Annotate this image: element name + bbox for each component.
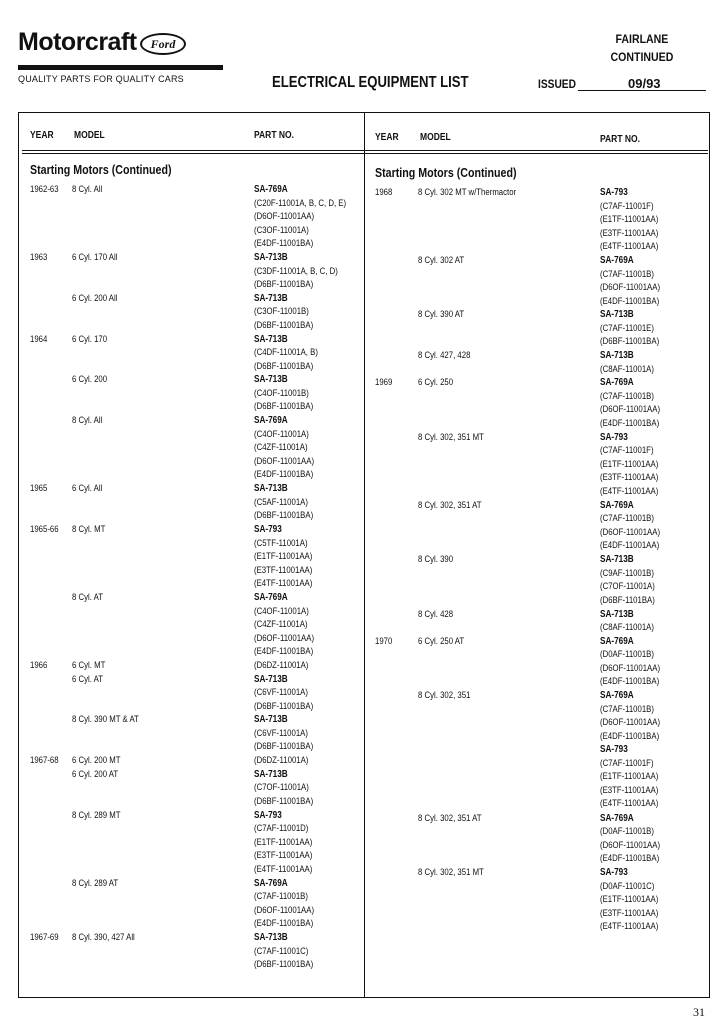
part-number-alt: (E3TF-11001AA) bbox=[254, 850, 313, 862]
row-part-numbers bbox=[254, 333, 332, 374]
row-model: 8 Cyl. 302, 351 MT bbox=[418, 867, 484, 878]
issued-label: ISSUED bbox=[538, 77, 576, 91]
row-part-numbers bbox=[600, 499, 673, 553]
part-number-alt: (C4ZF-11001A) bbox=[254, 442, 308, 454]
part-number-alt: (E4TF-11001AA) bbox=[600, 921, 659, 932]
part-number-alt: (C3DF-11001A, B, C, D) bbox=[254, 265, 338, 277]
row-part-numbers bbox=[600, 553, 667, 607]
part-number-alt: (C7OF-11001A) bbox=[254, 782, 309, 794]
header-rule bbox=[22, 150, 708, 151]
part-number-alt: (D6BF-11001BA) bbox=[254, 319, 314, 331]
row-part-numbers bbox=[254, 768, 326, 809]
part-number: SA-769A bbox=[254, 592, 288, 603]
part-number-alt: (D6OF-11001AA) bbox=[600, 404, 661, 416]
row-model: 8 Cyl. 302, 351 MT bbox=[418, 431, 484, 443]
part-number: SA-713B bbox=[254, 292, 288, 304]
row-model: 6 Cyl. All bbox=[72, 483, 103, 495]
row-model: 6 Cyl. AT bbox=[72, 673, 104, 685]
row-model: 8 Cyl. 289 MT bbox=[72, 809, 121, 821]
part-number-alt: (E3TF-11001AA) bbox=[600, 227, 659, 239]
part-number-alt: (C7AF-11001B) bbox=[254, 891, 308, 903]
part-number-alt: (C5TF-11001A) bbox=[254, 537, 308, 549]
part-number-alt: (E4DF-11001BA) bbox=[600, 730, 660, 742]
right-part-header: PART NO. bbox=[600, 134, 640, 145]
part-number-alt: (C4ZF-11001A) bbox=[254, 619, 308, 630]
part-number-alt: (C9AF-11001B) bbox=[600, 567, 654, 579]
part-number-alt: (D6DZ-11001A) bbox=[254, 660, 309, 671]
logo-underline bbox=[18, 65, 223, 70]
row-model: 8 Cyl. 302 AT bbox=[418, 255, 465, 266]
row-year: 1967-69 bbox=[30, 932, 59, 943]
part-number-alt: (E1TF-11001AA) bbox=[254, 551, 313, 562]
row-part-numbers bbox=[254, 482, 326, 523]
part-number: SA-793 bbox=[600, 867, 628, 878]
row-part-numbers bbox=[600, 689, 673, 811]
row-part-numbers bbox=[600, 431, 671, 499]
part-number-alt: (C4OF-11001A) bbox=[254, 428, 309, 440]
part-number-alt: (C7AF-11001F) bbox=[600, 200, 654, 212]
part-number-alt: (E3TF-11001AA) bbox=[254, 564, 313, 576]
row-part-numbers bbox=[254, 373, 326, 414]
part-number-alt: (D6OF-11001AA) bbox=[254, 632, 315, 644]
part-number-alt: (C20F-11001A, B, C, D, E) bbox=[254, 197, 347, 209]
row-part-numbers bbox=[254, 292, 326, 333]
part-number-alt: (D6OF-11001AA) bbox=[600, 839, 661, 851]
part-number: SA-769A bbox=[600, 690, 634, 702]
part-number: SA-713B bbox=[254, 673, 288, 685]
right-year-header: YEAR bbox=[375, 132, 399, 143]
right-model-header: MODEL bbox=[420, 132, 451, 143]
part-number-alt: (E3TF-11001AA) bbox=[600, 472, 659, 484]
row-model: 8 Cyl. All bbox=[72, 184, 103, 195]
part-number: SA-713B bbox=[600, 554, 634, 566]
page-title: ELECTRICAL EQUIPMENT LIST bbox=[272, 74, 469, 91]
part-number-alt: (E4DF-11001AA) bbox=[600, 540, 660, 552]
part-number-alt: (C7AF-11001F) bbox=[600, 757, 654, 769]
row-part-numbers bbox=[254, 809, 325, 877]
page-number: 31 bbox=[693, 1005, 705, 1019]
left-section-title: Starting Motors (Continued) bbox=[30, 162, 172, 177]
part-number-alt: (D6OF-11001AA) bbox=[600, 717, 661, 729]
row-model: 6 Cyl. 170 All bbox=[72, 252, 118, 263]
part-number-alt: (E4DF-11001BA) bbox=[254, 469, 314, 481]
part-number-alt: (D0AF-11001B) bbox=[600, 649, 654, 661]
row-model: 8 Cyl. 302, 351 AT bbox=[418, 812, 482, 824]
row-part-numbers bbox=[600, 186, 671, 254]
right-section-title: Starting Motors (Continued) bbox=[375, 165, 517, 180]
part-number-alt: (D6BF-11001BA) bbox=[254, 401, 314, 413]
row-part-numbers bbox=[600, 812, 673, 866]
part-number: SA-713B bbox=[254, 374, 288, 386]
part-number-alt: (E1TF-11001AA) bbox=[600, 214, 659, 225]
part-number-alt: (E4TF-11001AA) bbox=[254, 863, 313, 875]
part-number: SA-769A bbox=[254, 877, 288, 889]
part-number-alt: (D6OF-11001AA) bbox=[600, 526, 661, 538]
left-model-header: MODEL bbox=[74, 130, 105, 141]
part-number: SA-793 bbox=[600, 431, 628, 443]
row-part-numbers bbox=[600, 376, 673, 430]
row-part-numbers bbox=[254, 877, 327, 931]
row-model: 8 Cyl. 302, 351 AT bbox=[418, 499, 482, 511]
part-number: SA-793 bbox=[254, 524, 282, 535]
row-model: 8 Cyl. 289 AT bbox=[72, 877, 119, 889]
part-number-alt: (D6DZ-11001A) bbox=[254, 755, 309, 767]
part-number-alt: (C7AF-11001B) bbox=[600, 268, 654, 280]
part-number: SA-713B bbox=[254, 483, 288, 495]
row-part-numbers bbox=[600, 349, 666, 376]
part-number: SA-769A bbox=[600, 812, 634, 824]
part-number-alt: (E3TF-11001AA) bbox=[600, 907, 659, 919]
part-number: SA-713B bbox=[254, 333, 288, 345]
row-model: 6 Cyl. 200 bbox=[72, 374, 108, 386]
part-number: SA-769A bbox=[600, 499, 634, 511]
part-number: SA-713B bbox=[254, 932, 288, 943]
row-model: 6 Cyl. 250 AT bbox=[418, 635, 465, 647]
part-number: SA-713B bbox=[254, 714, 288, 726]
left-part-header: PART NO. bbox=[254, 130, 294, 141]
brand-logo: Motorcraft bbox=[18, 28, 137, 56]
header-rule-double bbox=[22, 153, 708, 154]
part-number-alt: (C7AF-11001F) bbox=[600, 445, 654, 457]
part-number-alt: (C7AF-11001B) bbox=[600, 513, 654, 525]
part-number-alt: (D6BF-11001BA) bbox=[254, 360, 314, 372]
row-year: 1964 bbox=[30, 333, 48, 345]
part-number-alt: (E1TF-11001AA) bbox=[254, 836, 313, 848]
part-number: SA-713B bbox=[600, 350, 634, 362]
part-number-alt: (C6VF-11001A) bbox=[254, 687, 308, 699]
part-number-alt: (D6OF-11001AA) bbox=[600, 662, 661, 674]
part-number-alt: (E4TF-11001AA) bbox=[600, 241, 659, 252]
part-number-alt: (D6BF-11001BA) bbox=[254, 795, 314, 807]
row-year: 1965-66 bbox=[30, 524, 59, 535]
part-number-alt: (E4TF-11001AA) bbox=[254, 578, 313, 589]
part-number-alt: (C4OF-11001B) bbox=[254, 387, 309, 399]
row-year: 1962-63 bbox=[30, 184, 59, 195]
row-model: 8 Cyl. 390 bbox=[418, 554, 454, 566]
part-number-alt: (C3OF-11001B) bbox=[254, 306, 309, 318]
part-number-alt: (C3OF-11001A) bbox=[254, 224, 309, 236]
part-number-alt: (E4DF-11001BA) bbox=[600, 417, 660, 429]
model-title-line2: CONTINUED bbox=[610, 50, 673, 64]
part-number-alt: (C7AF-11001E) bbox=[600, 322, 654, 334]
row-model: 8 Cyl. 390 AT bbox=[418, 309, 465, 321]
row-part-numbers bbox=[254, 659, 320, 673]
part-number-alt: (D6BF-11001BA) bbox=[254, 279, 314, 290]
part-number-alt: (D6BF-1101BA) bbox=[600, 594, 655, 606]
tagline: QUALITY PARTS FOR QUALITY CARS bbox=[18, 74, 184, 84]
row-model: 8 Cyl. 302 MT w/Thermactor bbox=[418, 187, 517, 198]
part-number-alt: (E1TF-11001AA) bbox=[600, 894, 659, 905]
part-number: SA-769A bbox=[600, 635, 634, 647]
part-number: SA-713B bbox=[254, 768, 288, 780]
part-number-alt: (E1TF-11001AA) bbox=[600, 458, 659, 470]
part-number-alt: (E4DF-11001BA) bbox=[600, 853, 660, 865]
part-number-alt: (E4DF-11001BA) bbox=[600, 676, 660, 688]
part-number-alt: (E4DF-11001BA) bbox=[600, 295, 660, 307]
row-part-numbers bbox=[600, 635, 673, 689]
row-model: 8 Cyl. AT bbox=[72, 592, 104, 603]
part-number-alt: (E4DF-11001BA) bbox=[254, 918, 314, 930]
row-model: 6 Cyl. 200 MT bbox=[72, 755, 121, 767]
row-model: 6 Cyl. 170 bbox=[72, 333, 108, 345]
part-number-alt: (E1TF-11001AA) bbox=[600, 771, 659, 783]
model-title-line1: FAIRLANE bbox=[615, 32, 669, 46]
row-part-numbers bbox=[254, 523, 325, 591]
part-number-alt: (C5AF-11001A) bbox=[254, 496, 308, 508]
row-model: 6 Cyl. 200 All bbox=[72, 292, 118, 304]
row-year: 1967-68 bbox=[30, 755, 59, 767]
row-model: 8 Cyl. 302, 351 bbox=[418, 690, 471, 702]
left-year-header: YEAR bbox=[30, 130, 54, 141]
row-year: 1965 bbox=[30, 483, 48, 495]
row-year: 1969 bbox=[375, 377, 393, 389]
row-part-numbers bbox=[254, 591, 327, 659]
part-number-alt: (D6BF-11001BA) bbox=[254, 959, 314, 970]
row-model: 8 Cyl. 390, 427 All bbox=[72, 932, 135, 943]
ford-oval-logo bbox=[140, 33, 186, 55]
part-number-alt: (D0AF-11001B) bbox=[600, 826, 654, 838]
row-part-numbers bbox=[254, 183, 366, 251]
part-number: SA-769A bbox=[254, 415, 288, 427]
issued-date: 09/93 bbox=[628, 76, 661, 91]
part-number: SA-713B bbox=[254, 252, 288, 263]
part-number-alt: (D6OF-11001AA) bbox=[254, 211, 315, 222]
part-number-alt: (D6OF-11001AA) bbox=[254, 455, 315, 467]
part-number-alt: (C7AF-11001C) bbox=[254, 945, 309, 957]
part-number-alt: (C7AF-11001B) bbox=[600, 703, 654, 715]
row-model: 6 Cyl. 200 AT bbox=[72, 768, 119, 780]
part-number-alt: (C7OF-11001A) bbox=[600, 581, 655, 593]
part-number-alt: (E4DF-11001BA) bbox=[254, 646, 314, 657]
model-title bbox=[610, 30, 673, 66]
row-part-numbers bbox=[254, 713, 326, 754]
part-number-alt: (D6BF-11001BA) bbox=[254, 700, 314, 712]
part-number-alt: (E4TF-11001AA) bbox=[600, 485, 659, 497]
part-number-alt: (E4DF-11001BA) bbox=[254, 238, 314, 249]
part-number-alt: (C8AF-11001A) bbox=[600, 363, 654, 375]
row-part-numbers bbox=[254, 931, 326, 972]
part-number-alt: (E4TF-11001AA) bbox=[600, 798, 659, 810]
part-number-alt: (D6BF-11001BA) bbox=[254, 510, 314, 522]
part-number-alt: (C6VF-11001A) bbox=[254, 727, 308, 739]
part-number: SA-713B bbox=[600, 608, 634, 620]
part-number: SA-769A bbox=[254, 184, 288, 195]
part-number: SA-769A bbox=[600, 377, 634, 389]
part-number-alt: (D6BF-11001BA) bbox=[600, 336, 660, 348]
part-number-alt: (C7AF-11001D) bbox=[254, 823, 309, 835]
row-model: 6 Cyl. 250 bbox=[418, 377, 454, 389]
row-model: 8 Cyl. 427, 428 bbox=[418, 350, 471, 362]
part-number-alt: (C7AF-11001B) bbox=[600, 390, 654, 402]
part-number-alt: (D6OF-11001AA) bbox=[254, 904, 315, 916]
row-part-numbers bbox=[254, 251, 356, 292]
row-part-numbers bbox=[600, 866, 671, 934]
row-part-numbers bbox=[254, 673, 326, 714]
part-number: SA-793 bbox=[600, 187, 628, 198]
row-model: 8 Cyl. MT bbox=[72, 524, 106, 535]
row-part-numbers bbox=[600, 308, 672, 349]
part-number: SA-713B bbox=[600, 309, 634, 321]
row-year: 1968 bbox=[375, 187, 393, 198]
row-part-numbers bbox=[254, 414, 327, 482]
part-number: SA-793 bbox=[254, 809, 282, 821]
part-number-alt: (D6OF-11001AA) bbox=[600, 282, 661, 293]
row-model: 6 Cyl. MT bbox=[72, 660, 106, 671]
part-number-alt: (C4DF-11001A, B) bbox=[254, 347, 318, 359]
part-number-alt: (C4OF-11001A) bbox=[254, 605, 309, 617]
row-model: 8 Cyl. 428 bbox=[418, 608, 454, 620]
part-number-alt: (D6BF-11001BA) bbox=[254, 741, 314, 753]
ford-badge-text: Ford bbox=[150, 36, 176, 51]
row-year: 1970 bbox=[375, 635, 393, 647]
part-number-alt: (E3TF-11001AA) bbox=[600, 784, 659, 796]
row-part-numbers bbox=[254, 754, 320, 768]
row-year: 1963 bbox=[30, 252, 48, 263]
row-part-numbers bbox=[600, 608, 666, 635]
row-model: 8 Cyl. All bbox=[72, 415, 103, 427]
row-model: 8 Cyl. 390 MT & AT bbox=[72, 714, 139, 726]
row-part-numbers bbox=[600, 254, 673, 308]
part-number: SA-769A bbox=[600, 255, 634, 266]
part-number-alt: (C8AF-11001A) bbox=[600, 622, 654, 634]
part-number-alt: (D0AF-11001C) bbox=[600, 880, 655, 892]
part-number: SA-793 bbox=[600, 744, 628, 756]
row-year: 1966 bbox=[30, 660, 48, 671]
